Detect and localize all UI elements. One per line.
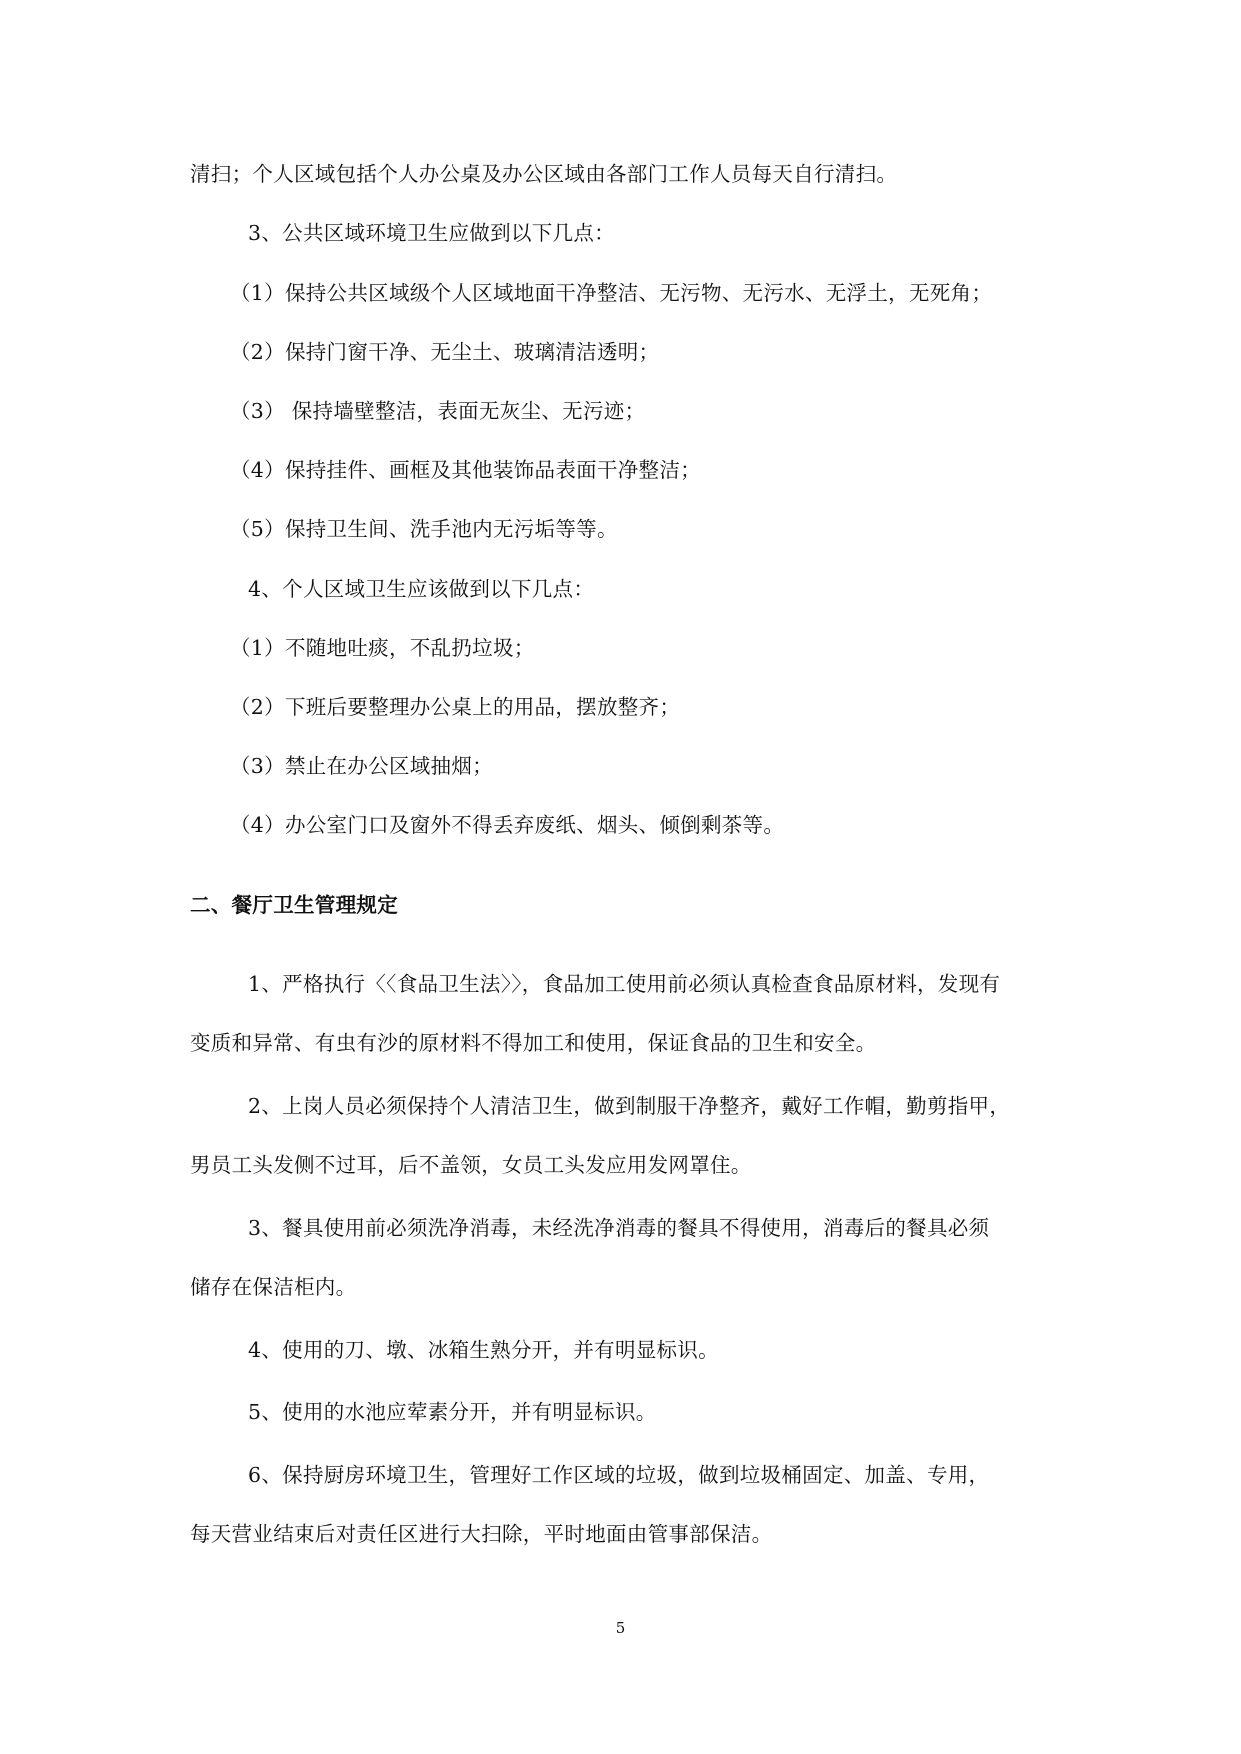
list-item: （5）保持卫生间、洗手池内无污垢等等。 [230,517,618,541]
paragraph-line: 1、严格执行〈〈食品卫生法〉〉，食品加工使用前必须认真检查食品原材料，发现有 [248,972,1001,996]
paragraph-line: 变质和异常、有虫有沙的原材料不得加工和使用，保证食品的卫生和安全。 [190,1031,877,1055]
list-item: （1）不随地吐痰，不乱扔垃圾； [230,636,535,660]
list-item: （1）保持公共区域级个人区域地面干净整洁、无污物、无污水、无浮土，无死角； [230,281,993,305]
list-item: （3）禁止在办公区域抽烟； [230,754,493,778]
paragraph-line: 2、上岗人员必须保持个人清洁卫生，做到制服干净整齐，戴好工作帽，勤剪指甲， [248,1094,1011,1118]
paragraph-line: 4、使用的刀、墩、冰箱生熟分开，并有明显标识。 [248,1338,719,1362]
page-number: 5 [615,1619,626,1637]
section-heading-3: 3、公共区域环境卫生应做到以下几点： [248,221,615,245]
paragraph-line: 3、餐具使用前必须洗净消毒，未经洗净消毒的餐具不得使用，消毒后的餐具必须 [248,1216,990,1240]
list-item: （4）办公室门口及窗外不得丢弃废纸、烟头、倾倒剩茶等。 [230,813,785,837]
paragraph-line: 清扫；个人区域包括个人办公桌及办公区域由各部门工作人员每天自行清扫。 [190,162,898,186]
list-item: （2）保持门窗干净、无尘土、玻璃清洁透明； [230,340,660,364]
chapter-heading: 二、餐厅卫生管理规定 [190,893,398,917]
list-item: （4）保持挂件、画框及其他装饰品表面干净整洁； [230,458,701,482]
paragraph-line: 6、保持厨房环境卫生，管理好工作区域的垃圾，做到垃圾桶固定、加盖、专用， [248,1463,990,1487]
list-item: （2）下班后要整理办公桌上的用品，摆放整齐； [230,695,681,719]
paragraph-line: 男员工头发侧不过耳，后不盖领，女员工头发应用发网罩住。 [190,1153,752,1177]
paragraph-line: 每天营业结束后对责任区进行大扫除，平时地面由管事部保洁。 [190,1522,773,1546]
paragraph-line: 5、使用的水池应荤素分开，并有明显标识。 [248,1400,657,1424]
paragraph-line: 储存在保洁柜内。 [190,1275,357,1299]
list-item: （3） 保持墙壁整洁，表面无灰尘、无污迹； [230,399,646,423]
section-heading-4: 4、个人区域卫生应该做到以下几点： [248,577,595,601]
